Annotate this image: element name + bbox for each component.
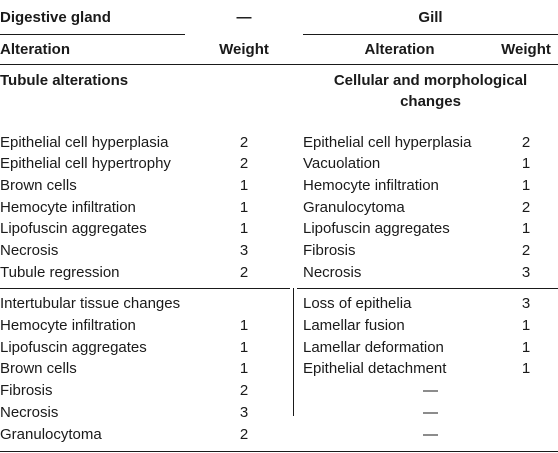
dg-weight-cell: 1 (239, 220, 249, 237)
dg-alteration-cell: Necrosis (0, 404, 59, 421)
col-alteration-right: Alteration (364, 41, 435, 58)
gill-alteration-cell: Granulocytoma (303, 199, 405, 216)
rule-under-column-headers (0, 64, 558, 65)
gill-weight-cell: 2 (521, 134, 531, 151)
gill-alteration-cell: Epithelial cell hyperplasia (303, 134, 472, 151)
dg-alteration-cell: Epithelial cell hypertrophy (0, 155, 171, 172)
gill-alteration-cell: Fibrosis (303, 242, 356, 259)
dg-weight-cell: 1 (239, 339, 249, 356)
dg-weight-cell: 2 (239, 155, 249, 172)
gill-alteration-cell: Loss of epithelia (303, 295, 412, 312)
rule-group-separator-vertical (293, 288, 294, 416)
dg-alteration-cell: Necrosis (0, 242, 59, 259)
gill-alteration-cell: Lamellar fusion (303, 317, 405, 334)
gill-weight-cell: 3 (521, 295, 531, 312)
digestive-gland-header: Digestive gland (0, 9, 111, 26)
dg-weight-cell: 1 (239, 177, 249, 194)
gill-weight-cell: 2 (521, 242, 531, 259)
section-title-cellular-line2: changes (400, 93, 461, 110)
dg-alteration-cell: Hemocyte infiltration (0, 199, 136, 216)
gill-empty-dash: — (423, 426, 438, 443)
gill-alteration-cell: Lipofuscin aggregates (303, 220, 450, 237)
dg-alteration-cell: Lipofuscin aggregates (0, 339, 147, 356)
gill-empty-dash: — (423, 404, 438, 421)
rule-group-separator-right (297, 288, 558, 289)
gill-weight-cell: 1 (521, 317, 531, 334)
col-weight-right: Weight (501, 41, 551, 58)
dg-alteration-cell: Granulocytoma (0, 426, 102, 443)
dg-alteration-cell: Intertubular tissue changes (0, 295, 181, 312)
dg-alteration-cell: Lipofuscin aggregates (0, 220, 147, 237)
rule-table-bottom (0, 451, 558, 452)
gill-weight-cell: 1 (521, 155, 531, 172)
dg-weight-cell: 2 (239, 426, 249, 443)
rule-under-left-group (0, 34, 185, 35)
gill-alteration-cell: Vacuolation (303, 155, 381, 172)
gill-weight-cell: 1 (521, 177, 531, 194)
dg-weight-cell: 1 (239, 199, 249, 216)
gill-alteration-cell: Hemocyte infiltration (303, 177, 439, 194)
gill-weight-cell: 3 (521, 264, 531, 281)
dg-weight-cell: 2 (239, 264, 249, 281)
gill-weight-cell: 2 (521, 199, 531, 216)
dg-alteration-cell: Brown cells (0, 360, 77, 377)
dg-alteration-cell: Hemocyte infiltration (0, 317, 136, 334)
col-alteration-left: Alteration (0, 41, 71, 58)
gill-weight-cell: 1 (521, 360, 531, 377)
gill-weight-cell: 1 (521, 220, 531, 237)
col-weight-left: Weight (219, 41, 269, 58)
dg-weight-cell: 3 (239, 242, 249, 259)
gill-alteration-cell: Necrosis (303, 264, 362, 281)
gill-alteration-cell: Epithelial detachment (303, 360, 447, 377)
dg-weight-cell: 3 (239, 404, 249, 421)
gill-header: Gill (418, 9, 443, 26)
gill-alteration-cell: Lamellar deformation (303, 339, 444, 356)
section-title-cellular-line1: Cellular and morphological (333, 72, 528, 89)
section-title-tubule: Tubule alterations (0, 72, 129, 89)
dg-weight-cell: 1 (239, 317, 249, 334)
dg-alteration-cell: Tubule regression (0, 264, 120, 281)
dg-weight-cell: 1 (239, 360, 249, 377)
dg-weight-cell: 2 (239, 134, 249, 151)
gill-empty-dash: — (423, 382, 438, 399)
middle-dash-header: — (236, 9, 252, 26)
dg-alteration-cell: Brown cells (0, 177, 77, 194)
dg-weight-cell: 2 (239, 382, 249, 399)
dg-alteration-cell: Fibrosis (0, 382, 53, 399)
dg-alteration-cell: Epithelial cell hyperplasia (0, 134, 169, 151)
rule-group-separator-left (0, 288, 290, 289)
gill-weight-cell: 1 (521, 339, 531, 356)
rule-under-right-group (303, 34, 558, 35)
